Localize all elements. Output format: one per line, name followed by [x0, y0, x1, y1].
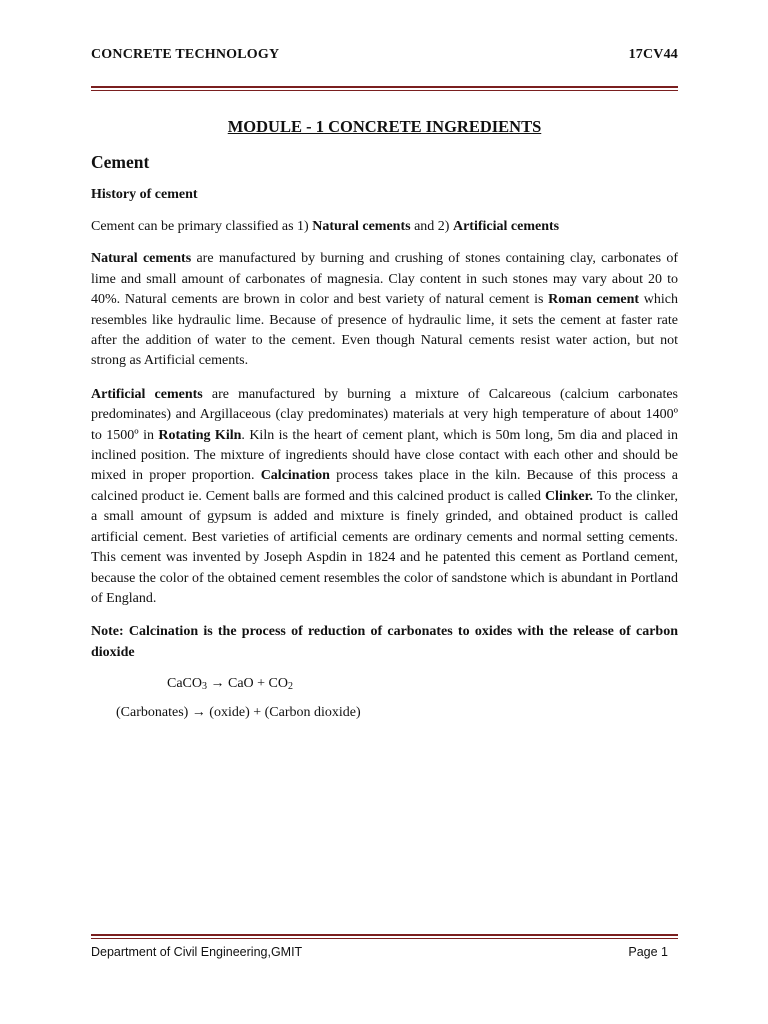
- artificial-cements-paragraph: [91, 385, 678, 609]
- equation-subscript-2: 2: [288, 681, 294, 693]
- calcination-note: Note: Calcination is the process of reduction of carbonates to oxides with the release of carbon dioxide: [91, 624, 678, 660]
- module-title: MODULE - 1 CONCRETE INGREDIENTS: [227, 117, 542, 136]
- page-content: [91, 117, 678, 721]
- intro-text-1: Cement can be primary classified as 1): [91, 219, 313, 234]
- footer-department: Department of Civil Engineering,GMIT: [91, 945, 303, 959]
- chemical-equation: [167, 676, 678, 692]
- intro-text-2: and 2): [410, 219, 453, 234]
- artificial-text-2: . Kiln is the heart of cement plant, which is 50m long, 5m dia and placed in inclined position. The mixture of ingredients should have close contact with each other and should be mixed in proper proportion.: [91, 427, 678, 484]
- footer-page-number: Page 1: [628, 945, 668, 959]
- page-header: [91, 47, 678, 63]
- page-footer: [91, 945, 668, 959]
- header-course-code: 17CV44: [628, 47, 678, 62]
- header-rule: [91, 86, 678, 91]
- artificial-term: Artificial cements: [91, 386, 203, 402]
- roman-cement-term: Roman cement: [548, 292, 640, 308]
- header-course-title: CONCRETE TECHNOLOGY: [91, 47, 280, 62]
- section-title: Cement: [91, 152, 150, 172]
- intro-paragraph: [91, 217, 678, 237]
- equation-subscript-3: 3: [202, 681, 207, 693]
- word-equation: (Carbonates) → (oxide) + (Carbon dioxide): [116, 705, 361, 721]
- subsection-title: History of cement: [91, 187, 198, 202]
- equation-caco: CaCO: [167, 676, 202, 692]
- equation-products: → CaO + CO: [207, 676, 289, 692]
- artificial-text-3: process takes place in the kiln. Because of this process a calcined product ie. Cement balls are formed and this calcined product is called: [91, 468, 678, 504]
- clinker-term: Clinker.: [544, 488, 594, 504]
- natural-text-1: are manufactured by burning and crushing of stones containing clay, carbonates of lime and small amount of carbonates of magnesia. Clay content in such stones may vary about 20 to 40%. Natural cements are brown in color and best variety of natural cement is: [91, 251, 678, 308]
- natural-text-2: which resembles like hydraulic lime. Because of presence of hydraulic lime, it sets the cement at faster rate after the addition of water to the cement. Even though Natural cements resist water action, but not strong as Artificial cements.: [91, 292, 678, 369]
- natural-cements-paragraph: [91, 249, 678, 371]
- artificial-text-4: To the clinker, a small amount of gypsum is added and mixture is finely grinded, and obtained product is called artificial cement. Best varieties of artificial cements are ordinary cements and normal setting cements. This cement was invented by Joseph Aspdin in 1824 and he patented this cement as Portland cement, because the color of the obtained cement resembles the color of sandstone which is abundant in Portland of England.: [91, 488, 679, 606]
- calcination-term: Calcination: [260, 468, 330, 484]
- rotating-kiln-term: Rotating Kiln: [158, 427, 242, 443]
- footer-rule: [91, 934, 678, 939]
- intro-artificial-bold: Artificial cements: [452, 219, 560, 234]
- intro-natural-bold: Natural cements: [312, 219, 411, 234]
- artificial-text-1: are manufactured by burning a mixture of Calcareous (calcium carbonates predominates) and Argillaceous (clay predominates) materials at very high temperature of about 1400º to 1500º in: [91, 386, 679, 443]
- natural-term: Natural cements: [91, 251, 192, 267]
